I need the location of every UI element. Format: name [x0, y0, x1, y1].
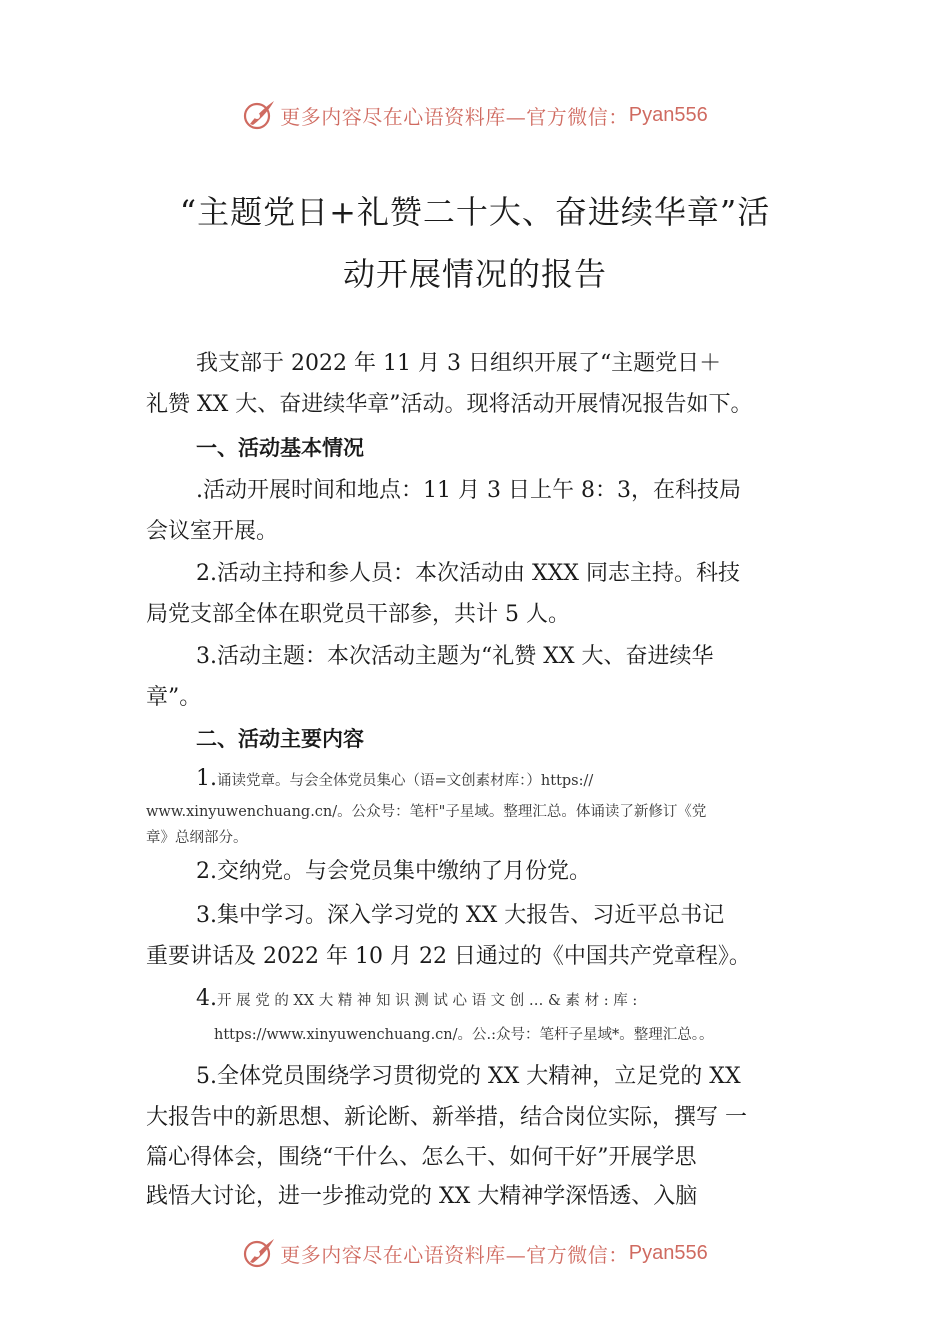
- section-2-item-3-line-1: 3.集中学习。深入学习党的 XX 大报告、习近平总书记: [196, 903, 725, 928]
- section-2-item-5-line-3: 篇心得体会，围绕“干什么、怎么干、如何干好”开展学思: [146, 1145, 697, 1170]
- section-1-heading: 一、活动基本情况: [196, 436, 364, 460]
- header-watermark-banner: [0, 95, 950, 135]
- intro-line-2: 礼赞 XX 大、奋进续华章”活动。现将活动开展情况报告如下。: [146, 392, 753, 417]
- section-2-item-5-line-2: 大报告中的新思想、新论断、新举措，结合岗位实际，撰写 一: [146, 1105, 747, 1130]
- section-1-item-3-line-2: 章”。: [146, 685, 202, 710]
- section-2-item-4-line-1: [196, 988, 637, 1012]
- section-2-item-1-line-1: [196, 768, 593, 792]
- quill-logo-icon: [242, 98, 276, 132]
- section-2-item-5-line-1: 5.全体党员围绕学习贯彻党的 XX 大精神，立足党的 XX: [196, 1064, 741, 1089]
- section-2-item-4-line-2: https://www.xinyuwenchuang.cn/。公.:众号：笔杆子星域*。整理汇总。。: [214, 1027, 714, 1043]
- intro-line-1: 我支部于 2022 年 11 月 3 日组织开展了“主题党日＋: [196, 351, 722, 376]
- banner-text: 更多内容尽在心语资料库—官方微信：: [280, 1242, 629, 1267]
- document-title-line-1: “主题党日+礼赞二十大、奋进续华章”活: [179, 193, 771, 231]
- section-2-item-3-line-2: 重要讲话及 2022 年 10 月 22 日通过的《中国共产党章程》。: [146, 944, 751, 969]
- section-2-item-1-text: 诵读党章。与会全体党员集心（语=文创素材库：）https://: [217, 773, 594, 789]
- quill-logo-icon: [242, 1236, 276, 1270]
- section-2-item-2: 2.交纳党。与会党员集中缴纳了月份党。: [196, 859, 591, 884]
- section-2-item-1-line-2: www.xinyuwenchuang.cn/。公众号：笔杆"子星域。整理汇总。体诵读了新修订《党: [146, 804, 707, 820]
- section-2-item-1-number: 1.: [196, 766, 217, 791]
- section-1-item-2-line-1: 2.活动主持和参人员：本次活动由 XXX 同志主持。科技: [196, 561, 740, 586]
- section-1-item-1-line-1: .活动开展时间和地点：11 月 3 日上午 8：3，在科技局: [196, 478, 741, 503]
- banner-wechat-id: Pyan556: [628, 1241, 708, 1264]
- section-2-item-4-text: 开 展 党 的 XX 大 精 神 知 识 测 试 心 语 文 创 … & 素 材 : 库 :: [217, 993, 638, 1009]
- footer-watermark-banner: [0, 1233, 950, 1273]
- section-1-item-3-line-1: 3.活动主题：本次活动主题为“礼赞 XX 大、奋进续华: [196, 644, 714, 669]
- banner-wechat-id: Pyan556: [628, 103, 708, 126]
- section-1-item-1-line-2: 会议室开展。: [146, 519, 279, 544]
- section-2-item-1-line-3: 章》总纲部分。: [146, 830, 248, 846]
- section-1-item-2-line-2: 局党支部全体在职党员干部参，共计 5 人。: [146, 602, 570, 627]
- section-2-heading: 二、活动主要内容: [196, 727, 364, 751]
- section-2-item-4-number: 4.: [196, 986, 217, 1011]
- banner-text: 更多内容尽在心语资料库—官方微信：: [280, 104, 629, 129]
- section-2-item-5-line-4: 践悟大讨论，进一步推动党的 XX 大精神学深悟透、入脑: [146, 1184, 698, 1209]
- document-title-line-2: 动开展情况的报告: [342, 255, 607, 293]
